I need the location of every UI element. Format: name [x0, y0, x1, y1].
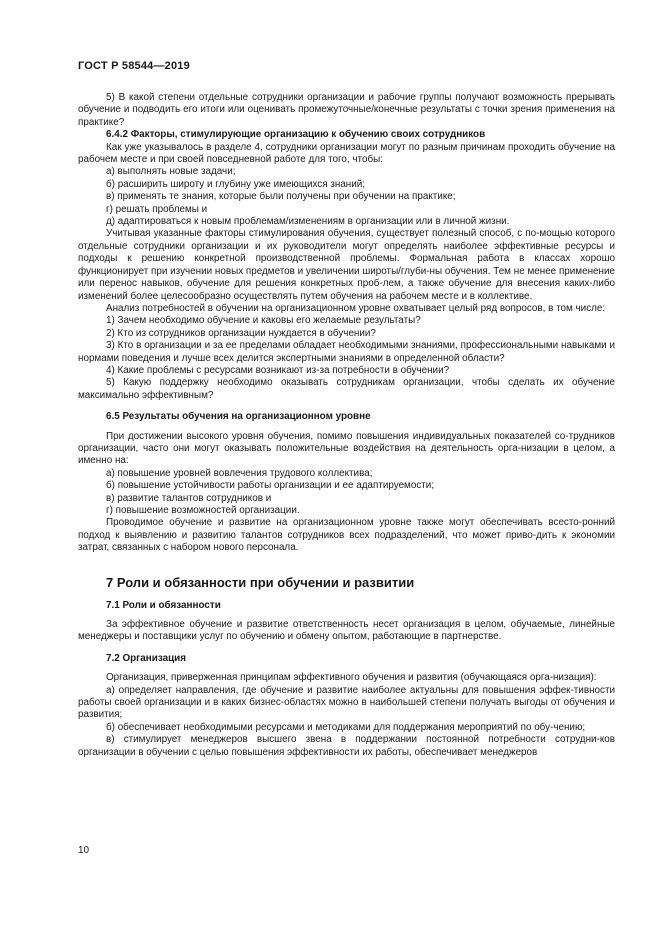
- list-item: а) выполнять новые задачи;: [106, 166, 236, 178]
- paragraph: При достижении высокого уровня обучения, помимо повышения индивидуальных показателей со-трудников организации, часто они могут оказывать положительные воздействия на деятельность орга-низации в целом, а именно на:: [78, 430, 615, 467]
- page-number: 10: [78, 845, 90, 856]
- paragraph: За эффективное обучение и развитие ответственность несет организация в целом, обучаемые, линейные менеджеры и поставщики услуг по обучению и обмену опытом, работающие в партнерстве.: [78, 619, 615, 643]
- list-item: а) повышение уровней вовлечения трудового коллектива;: [106, 467, 373, 479]
- paragraph: Проводимое обучение и развитие на организационном уровне также могут обеспечивать всесто-ронний подход к выявлению и развитию талантов сотрудников всех подразделений, что может приво-дить к экономии затрат, связанных с набором нового персонала.: [78, 517, 615, 554]
- paragraph: Анализ потребностей в обучении на организационном уровне охватывает целый ряд вопросов, в том числе:: [106, 302, 606, 314]
- list-item: 5) Какую поддержку необходимо оказывать сотрудникам организации, чтобы сделать их обучение максимально эффективным?: [78, 377, 615, 401]
- list-item: 4) Какие проблемы с ресурсами возникают из-за потребности в обучении?: [106, 364, 450, 376]
- paragraph: 5) В какой степени отдельные сотрудники организации и рабочие группы получают возможность прерывать обучение и подводить его итоги или оценивать промежуточные/конечные результаты с точки зрения применения на практике?: [78, 92, 615, 128]
- paragraph: Как уже указывалось в разделе 4, сотрудники организации могут по разным причинам проходить обучение на рабочем месте и при своей повседневной работе для того, чтобы:: [78, 141, 615, 166]
- list-item: б) расширить широту и глубину уже имеющихся знаний;: [106, 178, 366, 190]
- list-item: 1) Зачем необходимо обучение и каковы его желаемые результаты?: [106, 315, 421, 327]
- paragraph: Организация, приверженная принципам эффективного обучения и развития (обучающаяся орга-низация):: [106, 672, 597, 684]
- list-item: д) адаптироваться к новым проблемам/изменениям в организации или в личной жизни.: [106, 216, 510, 228]
- list-item: в) применять те знания, которые были получены при обучении на практике;: [106, 191, 456, 203]
- list-item: а) определяет направления, где обучение и развитие наиболее актуальны для повышения эффек-тивности работы своей организации и в каких бизнес-областях можно в наибольшей степени получать выгоды от обучения и развития;: [78, 684, 615, 721]
- subsection-heading: 7.1 Роли и обязанности: [106, 599, 221, 611]
- section-heading: 7 Роли и обязанности при обучении и развитии: [106, 574, 415, 590]
- list-item: б) повышение устойчивости работы организации и ее адаптируемости;: [106, 480, 435, 492]
- document-body: [78, 92, 615, 759]
- subsection-heading: 6.5 Результаты обучения на организационном уровне: [106, 411, 371, 423]
- document-header-id: ГОСТ Р 58544—2019: [78, 60, 190, 72]
- list-item: г) решать проблемы и: [106, 203, 208, 215]
- list-item: б) обеспечивает необходимыми ресурсами и методиками для поддержания мероприятий по обу-чению;: [106, 721, 586, 733]
- paragraph: Учитывая указанные факторы стимулирования обучения, существует полезный способ, с по-мощью которого отдельные сотрудники организации и их руководители могут определять наиболее эффективные ресурсы и подходы к решению конкретной производственной проблемы. Формальная работа в классах хорошо функционирует при изучении новых предметов и увеличении широты/глуби-ны обучения. Тем не менее применение или перенос навыков, обучение для решения конкретных проб-лем, а также обучение для внесения каких-либо изменений более целесообразно осуществлять путем обучения на рабочем месте и в коллективе.: [78, 228, 615, 302]
- list-item: в) стимулирует менеджеров высшего звена в поддержании постоянной потребности сотрудни-ков организации в обучении с целью повышения эффективности их работы, обеспечивает менеджеров: [78, 734, 615, 758]
- list-item: 2) Кто из сотрудников организации нуждается в обучении?: [106, 327, 376, 339]
- subsection-heading: 7.2 Организация: [106, 652, 186, 664]
- subsection-heading: 6.4.2 Факторы, стимулирующие организацию к обучению своих сотрудников: [106, 129, 486, 141]
- list-item: в) развитие талантов сотрудников и: [106, 492, 272, 504]
- list-item: 3) Кто в организации и за ее пределами обладает необходимыми знаниями, профессиональными навыками и нормами поведения и лучше всех делится экспертными знаниями в определенной области?: [78, 340, 615, 364]
- list-item: г) повышение возможностей организации.: [106, 505, 300, 516]
